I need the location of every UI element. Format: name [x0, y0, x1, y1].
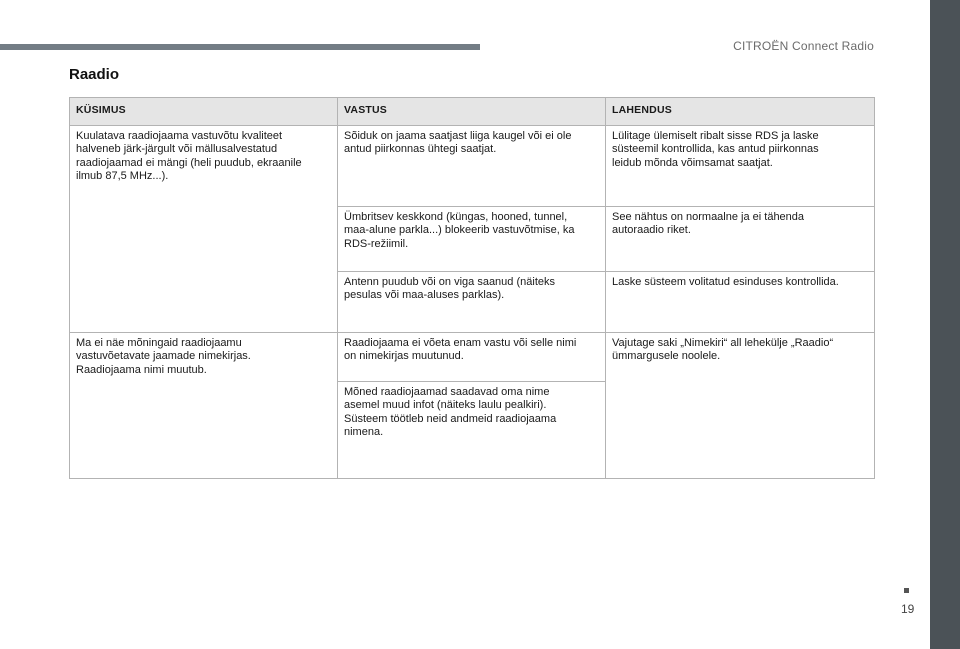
page-marker	[904, 588, 909, 593]
header-title: CITROËN Connect Radio	[733, 39, 874, 53]
solution-cell: Lülitage ülemiselt ribalt sisse RDS ja laske süsteemil kontrollida, kas antud piirkonnas leidub mõnda võimsamat saatjat.	[606, 125, 875, 206]
question-cell: Ma ei näe mõningaid raadiojaamu vastuvõetavate jaamade nimekirjas. Raadiojaama nimi muutub.	[70, 332, 338, 478]
answer-cell: Raadiojaama ei võeta enam vastu või selle nimi on nimekirjas muutunud.	[338, 332, 606, 381]
question-cell: Kuulatava raadiojaama vastuvõtu kvaliteet halveneb järk-järgult või mällusalvestatud raadiojaamad ei mängi (heli puudub, ekraanile ilmub 87,5 MHz...).	[70, 125, 338, 332]
table-row	[70, 125, 875, 206]
solution-cell: See nähtus on normaalne ja ei tähenda autoraadio riket.	[606, 206, 875, 271]
answer-cell: Mõned raadiojaamad saadavad oma nime asemel muud infot (näiteks laulu pealkiri). Süsteem töötleb neid andmeid raadiojaama nimena.	[338, 381, 606, 478]
header-rule	[0, 44, 480, 50]
column-header-question: KÜSIMUS	[70, 98, 338, 126]
answer-cell: Sõiduk on jaama saatjast liiga kaugel või ei ole antud piirkonnas ühtegi saatjat.	[338, 125, 606, 206]
page-edge-bar	[930, 0, 960, 649]
answer-cell: Antenn puudub või on viga saanud (näiteks pesulas või maa-aluses parklas).	[338, 271, 606, 332]
answer-cell: Ümbritsev keskkond (küngas, hooned, tunnel, maa-alune parkla...) blokeerib vastuvõtmise, ka RDS-režiimil.	[338, 206, 606, 271]
table-row	[70, 332, 875, 381]
section-title: Raadio	[69, 66, 120, 83]
page-number: 19	[901, 602, 915, 616]
solution-cell: Vajutage saki „Nimekiri“ all lehekülje „Raadio“ ümmargusele noolele.	[606, 332, 875, 478]
troubleshooting-table	[69, 97, 875, 479]
column-header-solution: LAHENDUS	[606, 98, 875, 126]
column-header-answer: VASTUS	[338, 98, 606, 126]
table-header-row	[70, 98, 875, 126]
solution-cell: Laske süsteem volitatud esinduses kontrollida.	[606, 271, 875, 332]
